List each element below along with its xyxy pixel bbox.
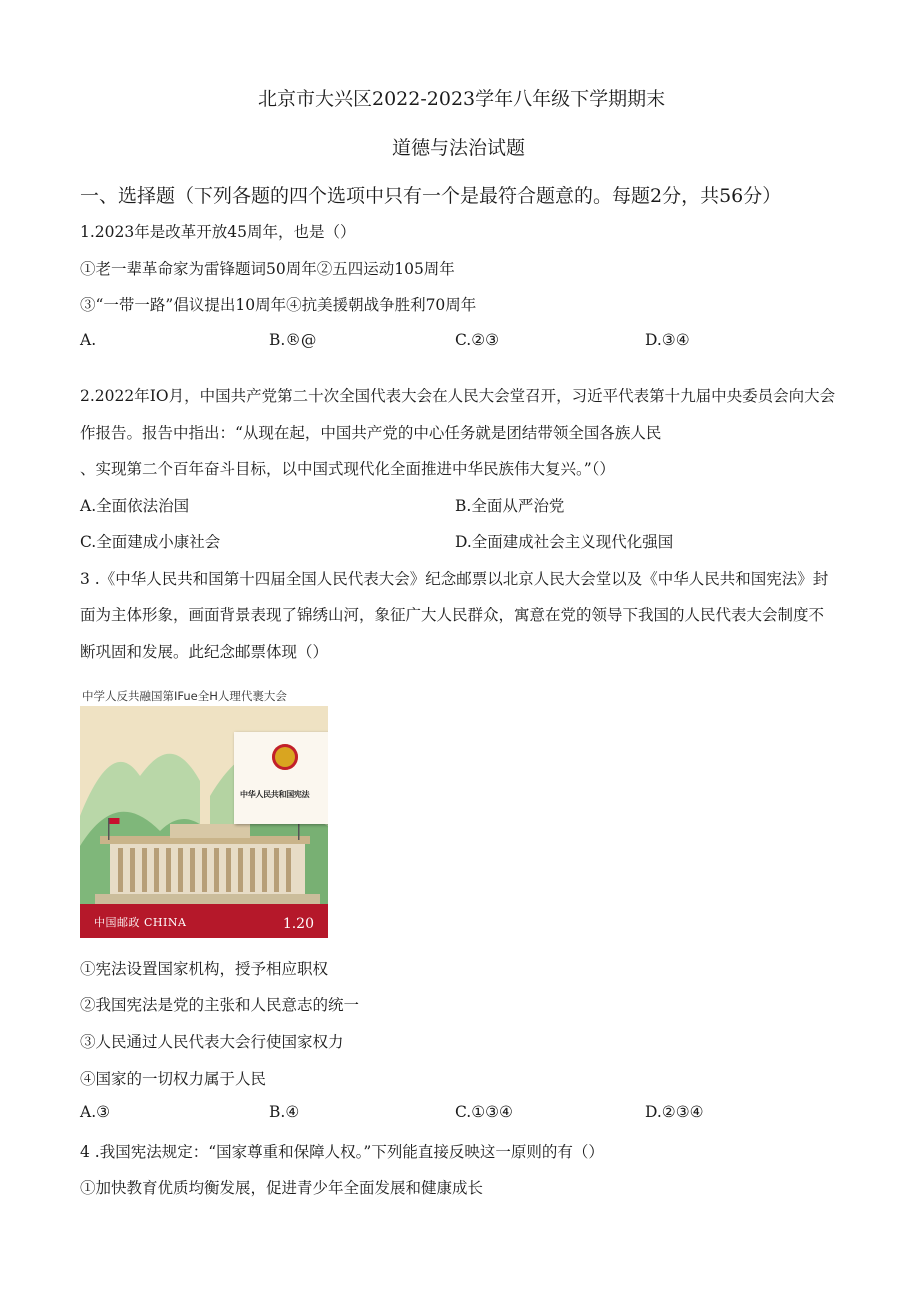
question-1-option-c: C.②③ [455,331,500,349]
stamp-footer [80,904,328,938]
page-title: 北京市大兴区2022-2023学年八年级下学期期末 [258,88,666,110]
question-2-line: 作报告。报告中指出：“从现在起，中国共产党的中心任务就是团结带领全国各族人民 [80,424,662,442]
national-emblem-icon [272,744,298,770]
stamp-image [80,706,328,938]
question-4-stem: 4 .我国宪法规定：“国家尊重和保障人权。”下列能直接反映这一原则的有（） [80,1143,604,1161]
question-2-option-a: A.全面依法治国 [80,497,190,515]
stamp-post-label: 中国邮政 CHINA [94,916,187,929]
constitution-book [234,732,328,824]
question-3-item: ③人民通过人民代表大会行使国家权力 [80,1033,344,1051]
question-2-line: 、实现第二个百年奋斗目标，以中国式现代化全面推进中华民族伟大复兴。”（） [80,460,615,478]
question-1-item-line: ①老一辈革命家为雷锋题词50周年②五四运动105周年 [80,260,455,278]
question-2-option-b: B.全面从严治党 [455,497,565,515]
stamp-book-title: 中华人民共和国宪法 [240,789,310,799]
question-3-option-a: A.③ [80,1103,111,1121]
question-3-item: ④国家的一切权力属于人民 [80,1070,267,1088]
question-1-option-a: A. [80,331,97,349]
question-4-item: ①加快教育优质均衡发展，促进青少年全面发展和健康成长 [80,1179,484,1197]
question-1-item-line: ③“一带一路”倡议提出10周年④抗美援朝战争胜利70周年 [80,296,477,314]
stamp-face-value: 1.20 [282,916,314,932]
question-2-option-c: C.全面建成小康社会 [80,533,221,551]
question-3-option-b: B.④ [269,1103,300,1121]
question-2-line: 2.2022年IO月，中国共产党第二十次全国代表大会在人民大会堂召开，习近平代表第十九届中央委员会向大会 [80,387,836,405]
question-3-option-c: C.①③④ [455,1103,513,1121]
page-subtitle: 道德与法治试题 [392,137,526,159]
question-3-item: ①宪法设置国家机构，授予相应职权 [80,960,329,978]
question-1-option-b: B.®@ [269,331,317,349]
question-3-line: 面为主体形象，画面背景表现了锦绣山河，象征广大人民群众，寓意在党的领导下我国的人民代表大会制度不 [80,606,825,624]
question-3-item: ②我国宪法是党的主张和人民意志的统一 [80,996,360,1014]
question-1-stem: 1.2023年是改革开放45周年，也是（） [80,223,356,241]
question-3-option-d: D.②③④ [645,1103,704,1121]
question-3-line: 断巩固和发展。此纪念邮票体现（） [80,643,329,661]
question-1-option-d: D.③④ [645,331,690,349]
question-3-line: 3 .《中华人民共和国第十四届全国人民代表大会》纪念邮票以北京人民大会堂以及《中华人民共和国宪法》封 [80,570,829,588]
stamp-caption: 中学人反共融国第IFue全H人理代裹大会 [82,689,287,703]
question-2-option-d: D.全面建成社会主义现代化强国 [455,533,674,551]
section-heading: 一、选择题（下列各题的四个选项中只有一个是最符合题意的。每题2分，共56分） [80,185,782,207]
